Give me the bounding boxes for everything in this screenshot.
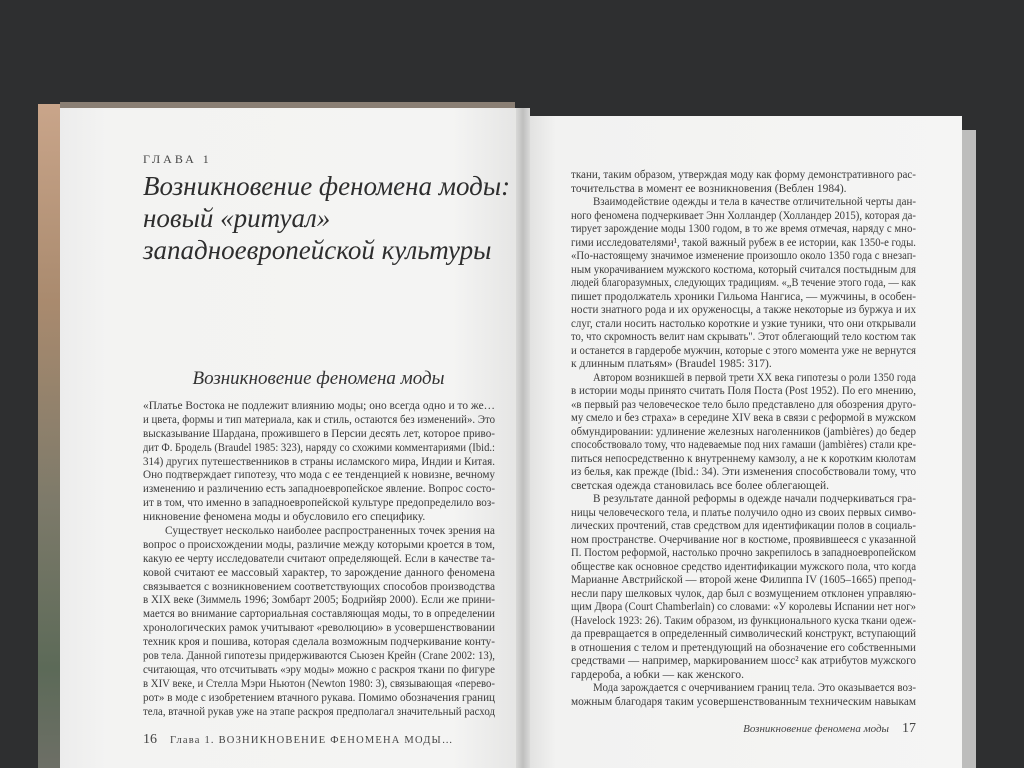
left-page-footer bbox=[143, 731, 454, 749]
text-line-content: в истории моды принято считать Поля Поста (Post 1952). По его мнению, bbox=[571, 385, 916, 397]
text-line-content: никновение феномена моды и обусловило его специфику. bbox=[143, 511, 426, 524]
text-line-content: му смело и без страха» в середине XIV века в связи с реформой в мужском bbox=[571, 412, 916, 424]
text-line-content: тела, втачной рукав уже на этапе раскроя предполагал значительный расход bbox=[143, 705, 496, 718]
text-line-content: к длинным платьям» (Braudel 1985: 317). bbox=[571, 358, 772, 370]
text-line bbox=[571, 183, 916, 197]
text-line bbox=[571, 588, 916, 602]
paragraph bbox=[571, 372, 916, 494]
text-line bbox=[571, 318, 916, 332]
text-line bbox=[143, 525, 495, 539]
text-line bbox=[571, 453, 916, 467]
text-line bbox=[143, 483, 495, 497]
running-head: Возникновение феномена моды bbox=[743, 723, 889, 735]
text-line bbox=[143, 414, 495, 428]
text-line bbox=[571, 412, 916, 426]
text-line bbox=[571, 601, 916, 615]
text-line bbox=[571, 493, 916, 507]
text-line-content: изменению и различению есть западноевропейское явление. Вопрос состо- bbox=[143, 483, 495, 496]
chapter-title bbox=[143, 170, 510, 266]
paragraph bbox=[571, 682, 916, 709]
text-line bbox=[143, 456, 495, 470]
text-line-content: пишет продолжатель хроники Гильома Нангиса, — мужчины, в особен- bbox=[571, 290, 917, 303]
text-line-content: «По-настоящему значимое изменение произошло около 1350 года с внезап- bbox=[571, 250, 917, 262]
text-line-content: то, что скромность велит нам скрывать". Этот облегающий тело костюм так bbox=[571, 331, 916, 343]
text-line-content: слуг, стали носить настолько короткие и узкие туники, что они открывали bbox=[571, 317, 916, 330]
text-line bbox=[571, 669, 916, 683]
text-line-content: тирует зарождение моды 1300 годом, в то же время отмечая, наряду с мно- bbox=[571, 223, 917, 235]
text-line bbox=[571, 196, 916, 210]
text-line bbox=[143, 664, 495, 678]
paragraph bbox=[571, 493, 916, 682]
text-line-content: высказывание Шардана, прожившего в Персии десять лет, которое приво- bbox=[143, 427, 495, 440]
text-line-content: в отношения с телом и претендующий на обозначение его собственными bbox=[571, 641, 916, 654]
text-line-content: (Havelock 1923: 26). Таким образом, из функционального куска ткани одеж- bbox=[571, 614, 916, 627]
text-line-content: Взаимодействие одежды и тела в качестве отличительной черты дан- bbox=[593, 196, 917, 208]
text-line-content: рот» в моде с изобретением втачного рукава. Помимо обозначения границ bbox=[143, 691, 495, 704]
text-line bbox=[571, 345, 916, 359]
text-line-content: связывается с возникновением соответствующих способов производства bbox=[143, 580, 495, 593]
text-line bbox=[571, 223, 916, 237]
text-line bbox=[143, 567, 495, 581]
text-line-content: и останется в гардеробе мужчин, которые с этого момента уже не вернутся bbox=[571, 344, 916, 357]
chapter-title-line: новый «ритуал» bbox=[143, 203, 331, 233]
text-line-content: Оно подтверждает гипотезу, что мода с ее тенденцией к новизне, вечному bbox=[143, 469, 495, 482]
text-line bbox=[571, 615, 916, 629]
section-title: Возникновение феномена моды bbox=[192, 368, 445, 389]
text-line-content: ров тела. Данной гипотезы придерживаются Сьюзен Крейн (Crane 2002: 13), bbox=[143, 650, 495, 663]
text-line bbox=[571, 385, 916, 399]
text-line bbox=[571, 250, 916, 264]
text-line bbox=[571, 507, 916, 521]
text-line bbox=[571, 547, 916, 561]
chapter-title-line: западноевропейской культуры bbox=[143, 235, 492, 265]
text-line-content: из белья, как прежде (Ibid.: 34). Эти изменения способствовали тому, что bbox=[571, 466, 916, 478]
text-line-content: Существует несколько наиболее распространенных точек зрения на bbox=[165, 525, 495, 538]
chapter-title-line: Возникновение феномена моды: bbox=[143, 171, 511, 201]
text-line-content: гардероба, а юбки — как женского. bbox=[571, 668, 744, 681]
text-line-content: ит в том, что именно в западноевропейской культуре предопределило воз- bbox=[143, 497, 495, 510]
text-line bbox=[143, 400, 495, 414]
text-line bbox=[571, 642, 916, 656]
text-line-content: техник кроя и пошива, которая сделала возможным подчеркивание конту- bbox=[143, 636, 495, 649]
text-line bbox=[571, 534, 916, 548]
text-line bbox=[571, 399, 916, 413]
text-line bbox=[143, 622, 495, 636]
left-page-body-text bbox=[143, 400, 495, 719]
text-line bbox=[143, 511, 495, 525]
text-line-content: дит Ф. Бродель (Braudel 1985: 323), наряду со схожими комментариями (Ibid.: bbox=[143, 441, 496, 454]
text-line-content: способствовало тому, что надеваемые под них гамаши (jambières) стали кре- bbox=[571, 439, 916, 451]
text-line-content: несли пару шелковых чулок, дар был с возмущением отклонен управляю- bbox=[571, 587, 917, 600]
text-line-content: питься непосредственно к внутреннему камзолу, а не к коротким кюлотам bbox=[571, 452, 916, 465]
text-line bbox=[571, 628, 916, 642]
text-line-content: можным благодаря таким усовершенствованным техническим навыкам bbox=[571, 695, 916, 708]
text-line bbox=[571, 264, 916, 278]
text-line bbox=[571, 169, 916, 183]
text-line bbox=[571, 426, 916, 440]
text-line-content: точительства в момент ее возникновения (Веблен 1984). bbox=[571, 182, 847, 195]
text-line bbox=[571, 682, 916, 696]
paragraph bbox=[143, 525, 495, 719]
text-line-content: считающая, что отсчитывать «эру моды» можно с раскроя ткани по фигуре bbox=[143, 663, 496, 676]
text-line bbox=[571, 520, 916, 534]
text-line-content: хронологических рамок учитывают «революцию» в усовершенствовании bbox=[143, 622, 496, 635]
text-line bbox=[143, 678, 495, 692]
text-line-content: какую ее черту исследователи считают определяющей. Если в качестве та- bbox=[143, 552, 495, 565]
text-line bbox=[571, 439, 916, 453]
paragraph bbox=[571, 196, 916, 372]
text-line bbox=[143, 650, 495, 664]
text-line-content: Автором возникшей в первой трети XX века гипотезы о роли 1350 года bbox=[593, 371, 916, 384]
page-stack-edge bbox=[962, 130, 976, 768]
text-line-content: П. Постом реформой, настолько прочно закрепилось в западноевропейском bbox=[571, 547, 916, 559]
text-line bbox=[571, 210, 916, 224]
text-line-content: мается во внимание сарториальная составляющая моды, то в определении bbox=[143, 608, 496, 621]
text-line bbox=[143, 553, 495, 567]
text-line-content: ницы человеческого тела, и платье получило одно из своих первых симво- bbox=[571, 506, 917, 519]
right-page-footer bbox=[743, 720, 916, 737]
text-line bbox=[143, 608, 495, 622]
paragraph bbox=[571, 169, 916, 196]
paragraph bbox=[143, 400, 495, 525]
text-line-content: «в первый раз человеческое тело было представлено для обозрения друго- bbox=[571, 398, 916, 411]
text-line bbox=[571, 466, 916, 480]
text-line-content: ном пространстве. Очерчивание ног в костюме, проявившееся с указанной bbox=[571, 533, 917, 546]
text-line-content: «Платье Востока не подлежит влиянию моды; оно всегда одно и то же… bbox=[143, 400, 496, 412]
text-line-content: гими исследователями¹, такой важный рубеж в ее истории, как 1350-е годы. bbox=[571, 236, 916, 249]
text-line-content: ткани, таким образом, утверждая моду как форму демонстративного рас- bbox=[571, 169, 916, 181]
text-line bbox=[143, 442, 495, 456]
text-line bbox=[143, 428, 495, 442]
running-head: Глава 1. ВОЗНИКНОВЕНИЕ ФЕНОМЕНА МОДЫ… bbox=[170, 735, 454, 746]
text-line-content: ного феномена подчеркивает Энн Холландер (Холландер 2015), которая да- bbox=[571, 209, 916, 222]
text-line bbox=[143, 469, 495, 483]
text-line bbox=[571, 561, 916, 575]
text-line-content: обществе как основное средство идентификации мужского пола, что когда bbox=[571, 560, 917, 573]
text-line-content: В результате данной реформы в одежде начали подчеркиваться гра- bbox=[593, 493, 916, 505]
text-line-content: лических прочтений, став средством для идентификации полов в социаль- bbox=[571, 520, 916, 532]
text-line-content: ности знатного рода и их оруженосцы, а также некоторые из буржуа и их bbox=[571, 304, 916, 316]
text-line-content: в XIV веке, и Стелла Мэри Ньютон (Newton 1980: 3), связывающая «перево- bbox=[143, 677, 496, 690]
text-line bbox=[571, 372, 916, 386]
text-line-content: в XIX веке (Зиммель 1996; Зомбарт 2005; Бодрийяр 2000). Если же прини- bbox=[143, 594, 495, 607]
text-line-content: ковой считают ее массовый характер, то зарождение данного феномена bbox=[143, 566, 495, 579]
book-gutter bbox=[516, 108, 530, 768]
text-line bbox=[571, 358, 916, 372]
text-line bbox=[143, 581, 495, 595]
page-number: 16 bbox=[143, 732, 157, 747]
text-line-content: Мода зарождается с очерчиванием границ тела. Это оказывается воз- bbox=[593, 682, 916, 694]
text-line-content: да превращается в определенный символический конструкт, вступающий bbox=[571, 628, 917, 640]
text-line bbox=[143, 539, 495, 553]
text-line bbox=[143, 594, 495, 608]
text-line bbox=[571, 480, 916, 494]
text-line bbox=[143, 692, 495, 706]
text-line bbox=[571, 237, 916, 251]
text-line-content: и цвета, формы и тип материала, как и стиль, остаются без изменений». Это bbox=[143, 413, 496, 426]
text-line bbox=[571, 331, 916, 345]
text-line-content: средствами — например, маркированием шосс² как атрибутов мужского bbox=[571, 655, 916, 667]
chapter-label: ГЛАВА 1 bbox=[143, 152, 212, 166]
text-line bbox=[571, 655, 916, 669]
text-line bbox=[571, 291, 916, 305]
text-line bbox=[571, 277, 916, 291]
text-line bbox=[571, 574, 916, 588]
text-line-content: вопрос о происхождении моды, различие между которыми кроется в том, bbox=[143, 538, 495, 551]
text-line-content: щим Двора (Court Chamberlain) со словами: «У королевы Испании нет ног» bbox=[571, 601, 916, 613]
text-line bbox=[571, 696, 916, 710]
text-line-content: ным укорачиванием мужского костюма, который считался постыдным для bbox=[571, 263, 917, 276]
text-line bbox=[571, 304, 916, 318]
text-line bbox=[143, 497, 495, 511]
text-line-content: людей благоразумных, следующих традициям. «„В течение этого года, — как bbox=[571, 277, 916, 289]
text-line bbox=[143, 636, 495, 650]
text-line-content: светская одежда становилась все более облегающей. bbox=[571, 479, 830, 492]
text-line-content: 314) других путешественников в страны исламского мира, Индии и Китая. bbox=[143, 455, 495, 468]
right-page-body-text bbox=[571, 169, 916, 709]
text-line bbox=[143, 706, 495, 720]
text-line-content: обмундировании: удлинение железных наголенников (jambières) до бедер bbox=[571, 425, 916, 438]
text-line-content: Марианне Австрийской — второй жене Филиппа IV (1605–1665) препод- bbox=[571, 574, 917, 586]
page-number: 17 bbox=[902, 721, 916, 736]
